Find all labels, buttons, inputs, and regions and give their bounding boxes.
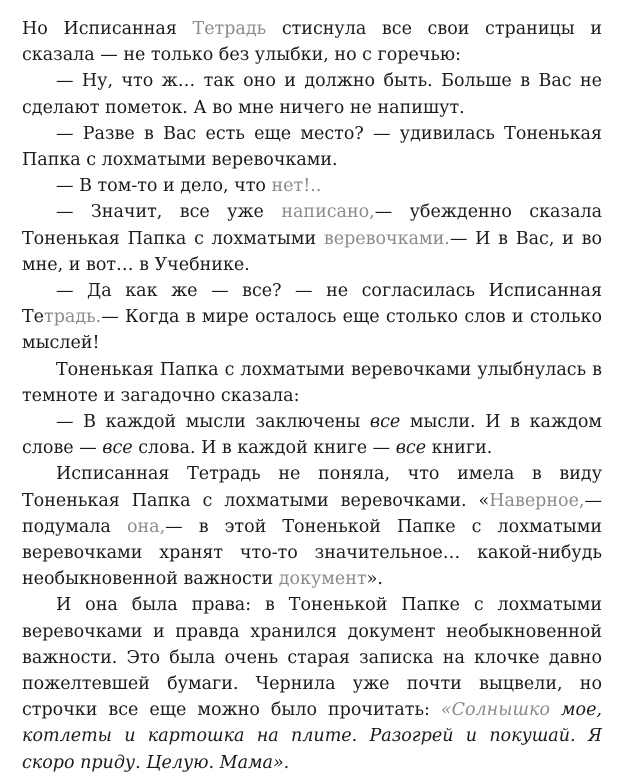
paragraph [22, 592, 602, 775]
text-segment: — Разве в Вас есть еще место? — удивилась Тоненькая Папка с лохматыми веревочками. [22, 123, 602, 171]
text-segment: — Значит, все уже [56, 202, 282, 223]
italic-text-segment: «Солнышко [440, 700, 551, 721]
text-segment: — И в Вас, и во мне, и вот… в Учебнике. [22, 228, 602, 275]
italic-text-segment: все [395, 438, 427, 459]
text-segment: мысли. И в каждом слове — [22, 412, 602, 459]
text-segment: традь. [44, 307, 102, 328]
text-segment: документ [278, 569, 367, 590]
document-page [22, 16, 602, 776]
paragraph [22, 199, 602, 278]
paragraph [22, 121, 602, 173]
text-segment: — В том-то и дело, что [56, 176, 272, 197]
paragraph [22, 357, 602, 409]
paragraph [22, 278, 602, 357]
text-segment: Тоненькая Папка с лохматыми веревочками улыбнулась в темноте и загадочно сказала: [22, 359, 602, 406]
text-segment: — В каждой мысли заключены [56, 412, 370, 433]
italic-text-segment: мое, котлеты и картошка на плите. Разогрей и покушай. Я скоро приду. Целую. Мама». [22, 700, 602, 773]
paragraph [22, 409, 602, 461]
text-segment: — Да как же — все? — не согласилась Исписанная Те [22, 281, 602, 328]
text-segment: нет!.. [271, 176, 322, 197]
paragraph [22, 173, 602, 199]
text-segment: — Когда в мире осталось еще столько слов и столько мыслей! [22, 307, 602, 354]
italic-text-segment: все [102, 438, 133, 459]
italic-text-segment: все [369, 412, 401, 433]
paragraph [22, 461, 602, 592]
text-segment: — убежденно сказала Тоненькая Папка с лохматыми [22, 202, 602, 249]
text-segment: ». [366, 569, 383, 590]
paragraph [22, 16, 602, 68]
text-segment: — подумала [22, 490, 602, 537]
text-segment: написано, [281, 202, 375, 223]
text-segment: — в этой Тоненькой Папке с лохматыми веревочками хранят что-то значительное… какой-нибудь необыкновенной важности [22, 516, 603, 590]
text-segment: Тетрадь [192, 19, 267, 39]
text-segment: стиснула все свои страницы и сказала — не только без улыбки, но с горечью: [22, 19, 602, 66]
text-segment: Наверное, [489, 490, 585, 511]
text-segment: — Ну, что ж… так оно и должно быть. Больше в Вас не сделают пометок. А во мне ничего не напишут. [22, 71, 602, 118]
text-segment: веревочками. [323, 228, 450, 249]
text-segment: И она была права: в Тоненькой Папке с лохматыми веревочками и правда хранился документ необыкновенной важности. Это была очень старая записка на клочке давно пожелтевшей бумаги. Чернила уже почти выцвели, но строчки все еще можно было прочитать: [22, 595, 602, 721]
text-segment: Но Исписанная [22, 19, 193, 39]
paragraph [22, 68, 602, 120]
text-segment: она, [126, 516, 166, 537]
text-segment: слова. И в каждой книге — [132, 438, 396, 459]
text-segment: книги. [426, 438, 493, 459]
text-segment: Исписанная Тетрадь не поняла, что имела в виду Тоненькая Папка с лохматыми веревочками. « [22, 464, 602, 511]
